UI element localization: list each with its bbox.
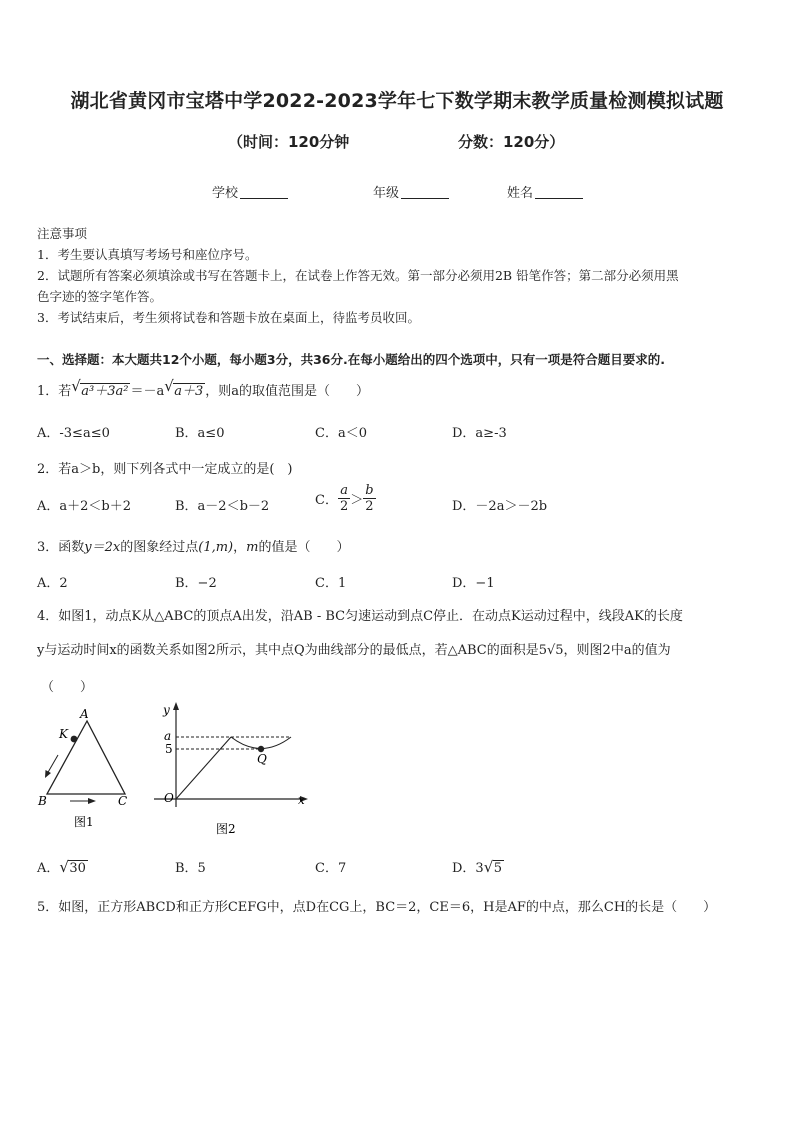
q4-option-d[interactable]: D．3 √ 5 — [452, 858, 502, 876]
school-field[interactable]: 学校 — [212, 182, 288, 201]
question-1: 1．若 √ a³＋3a² ＝－a √ a＋3 ，则a的取值范围是（ ） — [37, 377, 370, 399]
q1-option-c[interactable]: C．a＜0 — [315, 426, 367, 441]
q3-option-b[interactable]: B．−2 — [175, 576, 217, 591]
note-3: 3．考试结束后，考生须将试卷和答题卡放在桌面上，待监考员收回。 — [37, 310, 420, 325]
question-5: 5．如图，正方形ABCD和正方形CEFG中，点D在CG上，BC＝2，CE＝6，H是AF的中点，那么CH的长是（ ） — [37, 900, 717, 915]
fig2-label-5: 5 — [165, 742, 173, 756]
q2-option-b[interactable]: B．a－2＜b－2 — [175, 499, 270, 514]
sqrt-expression-2: √ a＋3 — [164, 377, 204, 399]
time-limit: （时间：120分钟 — [228, 133, 350, 151]
q3-option-a[interactable]: A．2 — [37, 576, 68, 591]
name-field[interactable]: 姓名 — [507, 182, 583, 201]
note-2: 2．试题所有答案必须填涂或书写在答题卡上，在试卷上作答无效。第一部分必须用2B 铅笔作答；第二部分必须用黑 — [37, 268, 679, 283]
notes-title: 注意事项 — [37, 226, 88, 241]
q3-option-c[interactable]: C．1 — [315, 576, 347, 591]
fig1-label-b: B — [38, 794, 47, 808]
q2-option-d[interactable]: D．－2a＞－2b — [452, 499, 548, 514]
question-4-line2: y与运动时间x的函数关系如图2所示，其中点Q为曲线部分的最低点，若△ABC的面积是5√5，则图2中a的值为 — [37, 643, 671, 658]
q1-option-b[interactable]: B．a≤0 — [175, 426, 225, 441]
fig2-caption: 图2 — [216, 822, 236, 836]
note-1: 1．考生要认真填写考场号和座位序号。 — [37, 247, 258, 262]
figure-2-graph — [150, 700, 315, 840]
fig1-label-k: K — [59, 727, 68, 741]
fig1-label-c: C — [118, 794, 128, 808]
question-4-line3: （ ） — [41, 680, 94, 695]
fig2-label-y: y — [163, 703, 170, 717]
q4-option-b[interactable]: B．5 — [175, 861, 206, 876]
question-4-line1: 4．如图1，动点K从△ABC的顶点A出发，沿AB - BC匀速运动到点C停止．在动点K运动过程中，线段AK的长度 — [37, 609, 683, 624]
q2-option-a[interactable]: A．a＋2＜b＋2 — [37, 499, 132, 514]
q4-option-a[interactable]: A． √ 30 — [37, 858, 86, 876]
sqrt-expression-1: √ a³＋3a² — [71, 377, 129, 399]
q3-option-d[interactable]: D．−1 — [452, 576, 495, 591]
grade-field[interactable]: 年级 — [373, 182, 449, 201]
question-3: 3．函数y＝2x的图象经过点(1,m)，m的值是（ ） — [37, 540, 350, 555]
section-heading: 一、选择题：本大题共12个小题，每小题3分，共36分.在每小题给出的四个选项中，只有一项是符合题目要求的. — [37, 352, 665, 367]
q1-option-a[interactable]: A．-3≤a≤0 — [37, 426, 110, 441]
figure-1-triangle — [30, 700, 140, 832]
total-score: 分数：120分） — [458, 133, 565, 151]
q1-option-d[interactable]: D．a≥-3 — [452, 426, 507, 441]
page-title: 湖北省黄冈市宝塔中学2022-2023学年七下数学期末教学质量检测模拟试题 — [70, 90, 724, 112]
q2-option-c[interactable]: C． $\frac{a}{2}$ ＞ $\frac{b}{2}$ — [315, 483, 374, 514]
fig2-label-o: O — [164, 791, 174, 805]
fig2-label-x: x — [298, 793, 305, 807]
fig1-caption: 图1 — [74, 815, 94, 829]
fig2-label-q: Q — [257, 752, 267, 766]
question-2: 2．若a＞b，则下列各式中一定成立的是( ) — [37, 462, 293, 477]
note-2-cont: 色字迹的签字笔作答。 — [37, 289, 163, 304]
fig1-label-a: A — [80, 707, 89, 721]
q4-option-c[interactable]: C．7 — [315, 861, 347, 876]
fig2-label-a: a — [164, 729, 172, 743]
